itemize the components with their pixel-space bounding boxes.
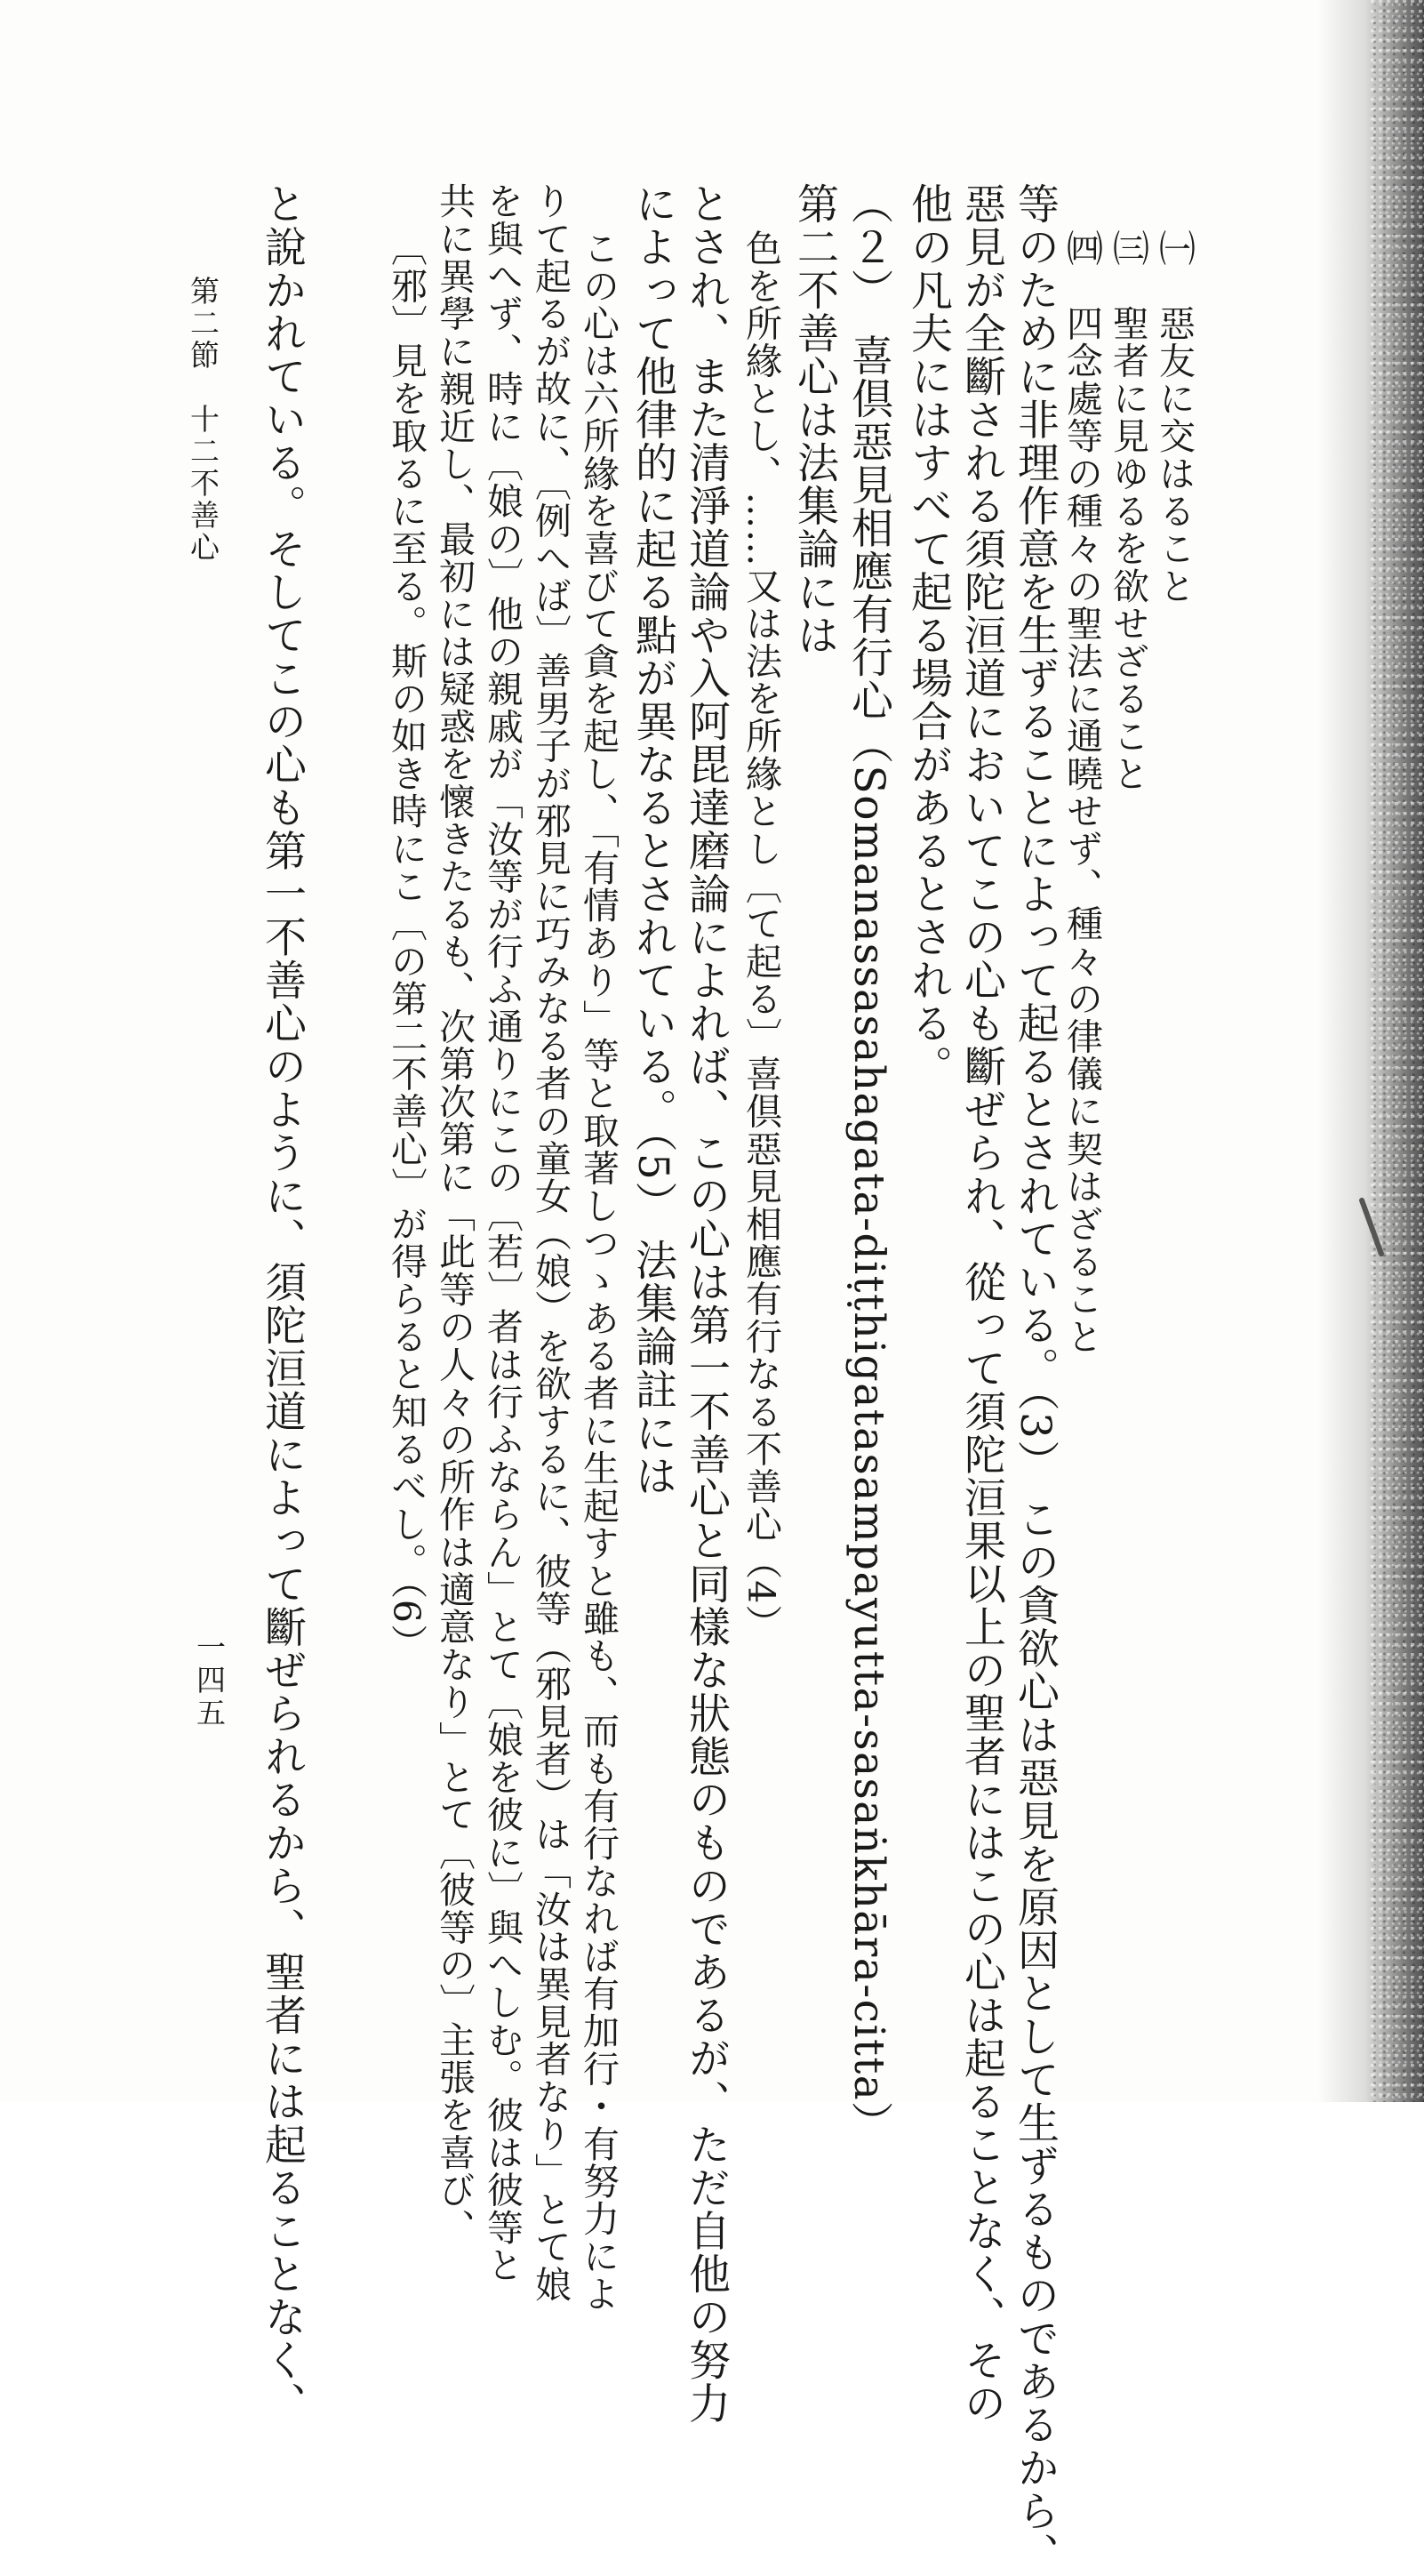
quote-column-4: を與へず、時に〔娘の〕他の親戚が「汝等が行ふ通りにこの〔若〕者は行ふならん」とて〔娘を彼に〕與へしむ。彼は彼等と [481,182,524,2284]
page-number: 一四五 [192,1632,227,1730]
quote-column-1: 色を所緣とし、……又は法を所緣とし〔て起る〕喜倶惡見相應有行なる不善心（4） [740,229,782,1642]
quote-column-3: りて起るが故に、〔例へば〕善男子が邪見に巧みなる者の童女（娘）を欲するに、彼等（邪見者）は「汝は異見者なり」とて娘 [529,182,572,2303]
section-heading: （２） 喜倶惡見相應有行心（Somanassasahagata-diṭṭhigatasampayutta-sasaṅkhāra-citta） [844,182,893,2145]
text-column-11: によって他律的に起る點が異なるとされている。（5） 法集論註には [628,182,677,1498]
running-header: 第二節 十二不善心 [186,276,220,564]
quote-column-2: この心は六所緣を喜びて貪を起し、「有情あり」等と取著しつゝある者に生起すと雖も、而も有行なれば有加行・有努力によ [577,229,620,2313]
text-column-10: とされ、また清淨道論や入阿毘達磨論によれば、この心は第一不善心と同樣な狀態のものであるが、ただ自他の努力 [682,182,731,2425]
text-column-8: 第二不善心は法集論には [790,182,839,657]
text-column-1: ㈠ 惡友に交はること [1153,229,1196,605]
scan-edge-speckle [1371,0,1424,2102]
text-column-6: 他の凡夫にはすべて起る場合があるとされる。 [904,182,953,1088]
text-column-4: 等のために非理作意を生ずることによって起るとされている。（3） この貪欲心は惡見を原因として生ずるものであるから、 [1011,182,1060,2576]
text-column-3: ㈣ 四念處等の種々の聖法に通曉せず、種々の律儀に契はざること [1060,229,1103,1355]
quote-column-5: 共に異學に親近し、最初には疑惑を懷きたるも、次第次第に「此等の人々の所作は適意なり」とて〔彼等の〕主張を喜び、 [433,182,476,2246]
text-column-2: ㈢ 聖者に見ゆるを欲せざること [1107,229,1149,792]
text-column-5: 惡見が全斷される須陀洹道においてこの心も斷ぜられ、從って須陀洹果以上の聖者にはこの心は起ることなく、その [957,182,1006,2425]
quote-column-6: 〔邪〕見を取るに至る。斯の如き時にこ〔の第二不善心〕が得らると知るべし。（6） [385,229,428,1662]
text-column-17: と說かれている。そしてこの心も第一不善心のように、須陀洹道によって斷ぜられるから、聖者には起ることなく、 [258,182,307,2425]
